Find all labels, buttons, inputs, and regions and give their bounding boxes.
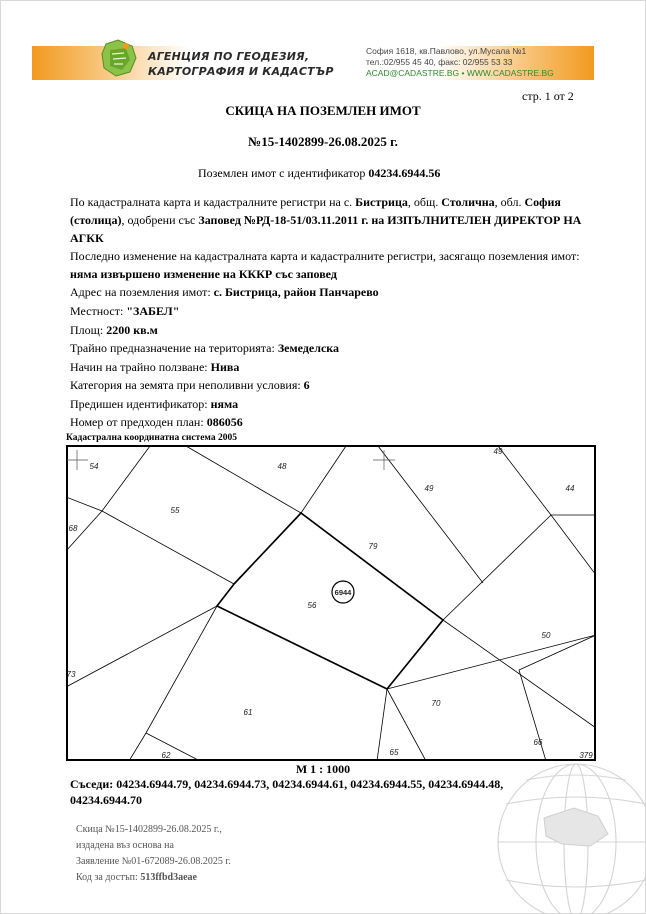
map-scale: М 1 : 1000 xyxy=(295,762,351,776)
last-change-label: Последно изменение на кадастралната карта и кадастралните регистри, засягащо поземления имот: xyxy=(70,249,580,263)
footer-sketch-number: Скица №15-1402899-26.08.2025 г., xyxy=(76,824,222,835)
document-title: СКИЦА НА ПОЗЕМЛЕН ИМОТ xyxy=(225,103,421,118)
agency-contact xyxy=(366,46,554,79)
field-label: Местност: xyxy=(70,304,127,318)
parcel-label: 44 xyxy=(565,484,575,493)
intro-text-4: , одобрени със xyxy=(121,213,199,227)
parcel-label: 61 xyxy=(243,708,253,717)
last-change xyxy=(70,247,590,283)
cadastral-basis xyxy=(70,193,590,247)
parcel-label: 379 xyxy=(579,751,593,760)
intro-text-2: , общ. xyxy=(407,195,442,209)
field-previous-id xyxy=(70,395,238,413)
parcel-label: 48 xyxy=(277,462,287,471)
parcel-label: 54 xyxy=(89,462,99,471)
contact-address: София 1618, кв.Павлово, ул.Мусала №1 xyxy=(366,46,527,56)
agency-name xyxy=(148,49,334,79)
field-area xyxy=(70,321,158,339)
parcel-label: 49 xyxy=(493,447,503,456)
field-previous-plan xyxy=(70,413,243,431)
coordinate-system-label: Кадастрална координатна система 2005 xyxy=(66,433,237,443)
footer-issued-on-basis: издадена въз основа на xyxy=(76,840,174,851)
identifier-label: Поземлен имот с идентификатор xyxy=(198,166,369,180)
field-label: Площ: xyxy=(70,323,107,337)
intro-village: Бистрица xyxy=(355,195,408,209)
field-value: 6 xyxy=(303,378,310,392)
globe-watermark-icon xyxy=(478,742,646,914)
field-label: Адрес на поземления имот: xyxy=(70,285,214,299)
contact-web: ACAD@CADASTRE.BG • WWW.CADASTRE.BG xyxy=(366,68,554,78)
parcel-label: 66 xyxy=(533,738,543,747)
intro-text-3: , обл. xyxy=(494,195,525,209)
access-code-value: 513ffbd3aeae xyxy=(140,872,197,883)
parcel-label: 55 xyxy=(170,506,180,515)
intro-municipality: Столична xyxy=(441,195,495,209)
field-value: Нива xyxy=(210,360,240,374)
field-label: Категория на земята при неполивни условия: xyxy=(70,378,304,392)
map-frame xyxy=(67,446,595,760)
field-label: Трайно предназначение на територията: xyxy=(70,341,278,355)
field-locality xyxy=(70,302,179,320)
field-label: Номер от предходен план: xyxy=(70,415,207,429)
identifier-line xyxy=(198,164,440,182)
footer-access-code xyxy=(76,870,231,886)
parcel-label: 65 xyxy=(389,748,399,757)
identifier-value: 04234.6944.56 xyxy=(368,166,441,180)
field-land-purpose xyxy=(70,339,339,357)
field-value: Земеделска xyxy=(277,341,340,355)
subject-number: 6944 xyxy=(334,588,352,597)
neighbors-label: Съседи: xyxy=(70,777,117,791)
field-label: Начин на трайно ползване: xyxy=(70,360,211,374)
intro-region: София (столица) xyxy=(70,195,561,227)
intro-order: Заповед №РД-18-51/03.11.2011 г. на ИЗПЪЛНИТЕЛЕН ДИРЕКТОР НА АГКК xyxy=(70,213,582,245)
cadastral-map xyxy=(66,445,596,761)
agency-line1: АГЕНЦИЯ ПО ГЕОДЕЗИЯ, xyxy=(148,50,310,63)
page-number: стр. 1 от 2 xyxy=(522,89,574,103)
document-number: №15-1402899-26.08.2025 г. xyxy=(248,134,398,149)
last-change-value: няма извършено изменение на КККР със заповед xyxy=(70,267,337,281)
document-footer xyxy=(76,822,231,886)
agency-header xyxy=(32,46,594,80)
neighbors-list: 04234.6944.79, 04234.6944.73, 04234.6944.61, 04234.6944.55, 04234.6944.48, 04234.6944.70 xyxy=(70,777,504,807)
footer-application: Заявление №01-672089-26.08.2025 г. xyxy=(76,856,231,867)
field-land-category xyxy=(70,376,310,394)
agency-logo xyxy=(96,36,142,82)
access-code-label: Код за достъп: xyxy=(76,872,141,883)
field-value: 2200 кв.м xyxy=(106,323,158,337)
field-label: Предишен идентификатор: xyxy=(70,397,211,411)
field-address xyxy=(70,283,379,301)
parcel-label: 50 xyxy=(541,631,551,640)
intro-text-1: По кадастралната карта и кадастралните регистри на с. xyxy=(70,195,356,209)
parcel-label: 62 xyxy=(161,751,171,760)
parcel-label: 79 xyxy=(368,542,378,551)
field-value: няма xyxy=(210,397,239,411)
parcel-label: 70 xyxy=(431,699,441,708)
agency-line2: КАРТОГРАФИЯ И КАДАСТЪР xyxy=(148,65,334,78)
contact-phone: тел.:02/955 45 40, факс: 02/955 53 33 xyxy=(366,57,513,67)
field-value: "ЗАБЕЛ" xyxy=(126,304,180,318)
parcel-label: 49 xyxy=(424,484,434,493)
field-land-use xyxy=(70,358,239,376)
field-value: 086056 xyxy=(206,415,243,429)
field-value: с. Бистрица, район Панчарево xyxy=(213,285,379,299)
parcel-label: 56 xyxy=(307,601,317,610)
parcel-label: 68 xyxy=(68,524,78,533)
parcel-label: 73 xyxy=(66,670,76,679)
